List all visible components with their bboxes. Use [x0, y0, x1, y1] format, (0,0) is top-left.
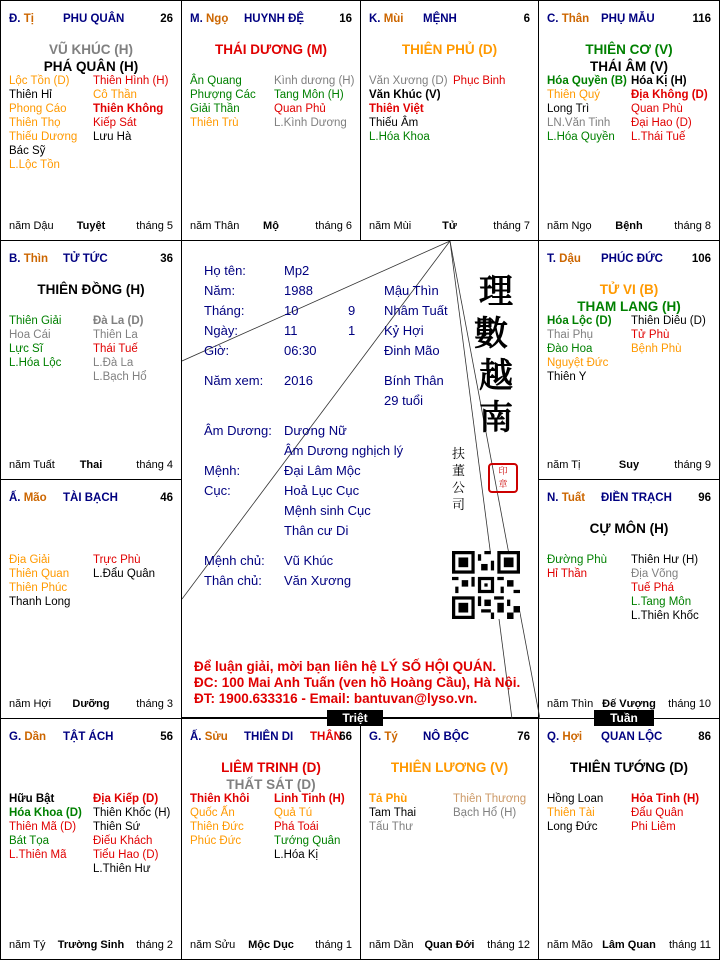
main-stars: [361, 759, 538, 776]
palace-house: NÔ BỘC: [423, 731, 469, 743]
menh-value: Đại Lâm Mộc: [284, 463, 361, 478]
info-row: [204, 341, 448, 361]
menh-chu-label: Mệnh chủ:: [204, 553, 265, 568]
minor-stars-right: [274, 792, 345, 862]
palace-branch: M. Ngọ: [190, 13, 229, 25]
minor-star: Hỉ Thần: [547, 568, 588, 580]
palace-year: năm Ngọ: [547, 220, 592, 232]
minor-star: Hỏa Tinh (H): [631, 793, 700, 805]
minor-stars-left: [547, 314, 612, 384]
minor-star: Tấu Thư: [369, 821, 413, 833]
minor-star: Thiên Phúc: [9, 582, 68, 594]
minor-stars-right: [453, 792, 526, 820]
minor-star: Bệnh Phù: [631, 343, 682, 355]
palace-number: 76: [517, 731, 530, 743]
minor-star: Tả Phù: [369, 793, 408, 805]
menh-label: Mệnh:: [204, 463, 241, 478]
minor-star: Long Đức: [547, 821, 598, 833]
main-star: PHÁ QUÂN (H): [43, 59, 139, 74]
palace-house: PHÚC ĐỨC: [601, 253, 663, 265]
minor-star: Đường Phù: [547, 554, 607, 566]
info-row: [204, 321, 448, 341]
palace-year: năm Tuất: [9, 459, 55, 471]
info-canchi: Đinh Mão: [384, 343, 440, 358]
minor-star: Địa Kiếp (D): [93, 793, 159, 805]
minor-star: Tử Phù: [631, 329, 670, 341]
main-star: THÁI ÂM (V): [590, 59, 668, 74]
minor-star: Cô Thần: [93, 89, 137, 101]
palace-month: tháng 2: [136, 939, 173, 951]
minor-star: Hóa Kị (H): [631, 75, 687, 87]
main-star: CỰ MÔN (H): [589, 521, 669, 536]
minor-star: Hóa Lộc (D): [547, 315, 612, 327]
menh-chu-value: Vũ Khúc: [284, 553, 334, 568]
minor-star: Thiên Quý: [547, 89, 601, 101]
minor-star: Thiên Việt: [369, 103, 424, 115]
palace-stage: Trường Sinh: [57, 939, 125, 951]
contact-line-2: ĐC: 100 Mai Anh Tuấn (ven hồ Hoàng Cầu), Hà Nội.: [194, 675, 521, 690]
than-chu-value: Văn Xương: [284, 573, 352, 588]
minor-star: Hóa Quyền (B): [547, 75, 627, 87]
palace-ngo[interactable]: [181, 0, 361, 241]
minor-star: L.Đẩu Quân: [93, 568, 156, 580]
palace-year: năm Mão: [547, 939, 593, 951]
seal-stamp: 印 章: [488, 463, 518, 493]
tuan-tag: Tuần: [594, 710, 654, 726]
minor-stars-left: [9, 314, 61, 370]
info-label: Ngày:: [204, 323, 238, 338]
palace-year: năm Tý: [9, 939, 46, 951]
main-stars: [539, 41, 719, 75]
palace-house: QUAN LỘC: [601, 731, 663, 743]
minor-star: L.Thiên Khốc: [631, 610, 699, 622]
minor-star: Tang Môn (H): [274, 89, 344, 101]
palace-stage: Lâm Quan: [602, 939, 656, 951]
palace-year: năm Dần: [369, 939, 414, 951]
palace-month: tháng 8: [674, 220, 711, 232]
info-lunar: 1: [348, 323, 356, 338]
main-star: THIÊN PHỦ (D): [401, 42, 498, 57]
palace-number: 66: [339, 731, 352, 743]
minor-stars-left: [190, 792, 249, 848]
palace-month: tháng 3: [136, 698, 173, 710]
palace-stage: Mộ: [263, 220, 279, 232]
minor-star: Địa Không (D): [631, 89, 708, 101]
minor-star: Thiên Hỉ: [9, 89, 52, 101]
minor-star: Bạch Hổ (H): [453, 807, 517, 819]
palace-month: tháng 1: [315, 939, 352, 951]
minor-stars-right: [631, 74, 708, 144]
tuoi: 29 tuổi: [384, 393, 424, 408]
info-label: Tháng:: [204, 303, 245, 318]
palace-stage: Suy: [618, 459, 640, 471]
minor-stars-left: [9, 553, 70, 609]
minor-star: L.Bạch Hổ: [93, 371, 147, 383]
palace-house: TÀI BẠCH: [63, 492, 118, 504]
palace-hoi[interactable]: [538, 718, 720, 960]
minor-star: Thiên La: [93, 329, 138, 341]
minor-star: Văn Khúc (V): [369, 89, 441, 101]
minor-stars-right: [631, 553, 699, 623]
minor-stars-right: [631, 792, 699, 834]
minor-star: Ân Quang: [190, 75, 242, 87]
am-duong-value: Dương Nữ: [284, 423, 347, 438]
palace-dan[interactable]: [0, 718, 182, 960]
minor-star: Thiên Đức: [190, 821, 244, 833]
minor-star: Thiên Y: [547, 371, 587, 383]
info-canchi: Mậu Thìn: [384, 283, 439, 298]
minor-star: Phúc Đức: [190, 835, 242, 847]
main-star: THIÊN TƯỚNG (D): [570, 760, 688, 775]
info-label: Họ tên:: [204, 263, 246, 278]
minor-star: L.Hóa Khoa: [369, 131, 430, 143]
palace-suu[interactable]: [181, 718, 361, 960]
main-stars: [1, 281, 181, 298]
minor-stars-right: [93, 314, 147, 384]
palace-branch: Ấ. Mão: [9, 492, 47, 504]
than-marker: THÂN: [310, 731, 342, 743]
minor-star: L.Thái Tuế: [631, 131, 686, 143]
palace-stage: Dưỡng: [72, 698, 110, 710]
palace-house: TẬT ÁCH: [63, 731, 114, 743]
palace-number: 106: [691, 253, 711, 265]
main-star: THIÊN LƯƠNG (V): [390, 760, 509, 775]
palace-month: tháng 5: [136, 220, 173, 232]
minor-star: Thiên Không: [93, 103, 164, 115]
minor-star: Thiếu Dương: [9, 131, 78, 143]
minor-star: Lưu Hà: [93, 131, 132, 143]
palace-dau[interactable]: [538, 240, 720, 480]
minor-star: Đại Hao (D): [631, 117, 692, 129]
minor-star: Lộc Tồn (D): [9, 75, 70, 87]
minor-star: Quả Tú: [274, 807, 313, 819]
main-stars: [361, 41, 538, 58]
palace-number: 6: [523, 13, 530, 25]
nam-xem-can-chi: Bính Thân: [384, 373, 444, 388]
minor-star: L.Đà La: [93, 357, 134, 369]
minor-star: Thiên Diêu (D): [631, 315, 706, 327]
main-star: THIÊN ĐỒNG (H): [37, 282, 145, 297]
minor-stars-right: [93, 74, 168, 144]
palace-thin[interactable]: [0, 240, 182, 480]
minor-star: Văn Xương (D): [369, 75, 448, 87]
minor-star: Thiên Tài: [547, 807, 595, 819]
minor-star: Thiên Sứ: [93, 821, 141, 833]
minor-star: L.Lộc Tồn: [9, 159, 60, 171]
info-row: [204, 281, 448, 301]
minor-star: Địa Võng: [631, 568, 679, 580]
main-stars: [182, 41, 360, 58]
minor-star: Quan Phù: [631, 103, 683, 115]
minor-star: Thiên Hình (H): [93, 75, 169, 87]
than-chu-label: Thân chủ:: [204, 573, 262, 588]
minor-star: Bát Tọa: [9, 835, 50, 847]
palace-month: tháng 10: [668, 698, 711, 710]
main-star: THIÊN CƠ (V): [585, 42, 673, 57]
minor-star: Đào Hoa: [547, 343, 593, 355]
palace-month: tháng 6: [315, 220, 352, 232]
minor-stars-left: [547, 74, 627, 144]
palace-number: 56: [160, 731, 173, 743]
minor-star: Nguyệt Đức: [547, 357, 609, 369]
main-stars: [539, 759, 719, 776]
minor-star: Phong Cáo: [9, 103, 67, 115]
minor-stars-right: [631, 314, 706, 356]
minor-star: Đẩu Quân: [631, 807, 684, 819]
minor-star: L.Kình Dương: [274, 117, 347, 129]
palace-month: tháng 11: [668, 939, 711, 951]
minor-star: Tiểu Hao (D): [93, 849, 159, 861]
main-star: LIÊM TRINH (D): [221, 760, 321, 775]
palace-month: tháng 9: [674, 459, 711, 471]
main-star: THAM LANG (H): [577, 299, 681, 314]
info-solar: 10: [284, 303, 299, 318]
info-solar: Mp2: [284, 263, 310, 278]
minor-star: Thiên Thọ: [9, 117, 61, 129]
info-label: Năm:: [204, 283, 236, 298]
minor-star: Thai Phụ: [547, 329, 594, 341]
palace-house: ĐIỀN TRẠCH: [601, 492, 672, 504]
palace-month: tháng 12: [487, 939, 530, 951]
palace-branch: Đ. Tị: [9, 13, 34, 25]
minor-star: Địa Giải: [9, 554, 50, 566]
calligraphy-logo: 理 數 越 南: [474, 272, 513, 438]
qr-code-icon[interactable]: [452, 551, 520, 619]
info-lunar: 9: [348, 303, 356, 318]
cuc-value: Hoả Lục Cục: [284, 483, 360, 498]
main-stars: [539, 520, 719, 537]
cuc-label: Cục:: [204, 483, 231, 498]
minor-star: Quan Phủ: [274, 103, 326, 115]
minor-star: Tam Thai: [369, 807, 417, 819]
logo-subtext: 扶 董 公 司: [452, 447, 466, 513]
minor-star: LN.Văn Tinh: [547, 117, 611, 129]
palace-year: năm Thân: [190, 220, 240, 232]
minor-star: Hoa Cái: [9, 329, 51, 341]
palace-year: năm Dậu: [9, 220, 54, 232]
palace-number: 96: [698, 492, 711, 504]
minor-star: Linh Tinh (H): [274, 793, 345, 805]
contact-line-1: Để luận giải, mời bạn liên hệ LÝ SỐ HỘI QUÁN.: [194, 659, 497, 674]
nam-xem-value: 2016: [284, 373, 313, 388]
minor-star: Long Trì: [547, 103, 590, 115]
minor-star: Hữu Bật: [9, 793, 55, 805]
palace-stage: Đế Vượng: [602, 698, 656, 710]
minor-star: Phượng Các: [190, 89, 256, 101]
palace-house: THIÊN DI: [244, 731, 294, 743]
minor-star: Thiên Giải: [9, 315, 62, 327]
info-row: [204, 261, 448, 281]
info-label: Giờ:: [204, 343, 230, 358]
palace-branch: B. Thìn: [9, 253, 48, 265]
palace-branch: G. Dần: [9, 731, 47, 743]
minor-star: Thiếu Âm: [369, 117, 419, 129]
palace-house: TỬ TỨC: [63, 253, 108, 265]
palace-tuat[interactable]: [538, 479, 720, 719]
palace-branch: Q. Hợi: [547, 731, 583, 743]
main-star: THÁI DƯƠNG (M): [215, 42, 327, 57]
contact-block: [194, 659, 520, 707]
main-stars: [539, 281, 719, 315]
minor-star: Thiên Mã (D): [9, 821, 77, 833]
triet-tag: Triệt: [327, 710, 383, 726]
minor-stars-right: [93, 792, 170, 876]
minor-star: Phi Liêm: [631, 821, 676, 833]
palace-month: tháng 4: [136, 459, 173, 471]
minor-star: Phục Binh: [453, 75, 506, 87]
palace-than[interactable]: [538, 0, 720, 241]
palace-branch: G. Tý: [369, 731, 398, 743]
palace-stage: Tử: [442, 220, 457, 232]
info-solar: 11: [284, 323, 298, 338]
minor-star: Thiên Trù: [190, 117, 239, 129]
minor-star: L.Thiên Hư: [93, 863, 151, 875]
info-canchi: Nhâm Tuất: [384, 303, 448, 318]
minor-star: Tuế Phá: [631, 582, 675, 594]
info-canchi: Kỷ Hợi: [384, 323, 424, 338]
palace-year: năm Tị: [547, 459, 581, 471]
info-solar: 1988: [284, 283, 313, 298]
minor-stars-left: [9, 792, 82, 862]
minor-star: Giải Thần: [190, 103, 240, 115]
minor-star: Thiên Thương: [453, 793, 527, 805]
minor-star: Thiên Quan: [9, 568, 70, 580]
palace-ti[interactable]: [0, 0, 182, 241]
palace-branch: N. Tuất: [547, 492, 586, 504]
minor-stars-left: [547, 792, 603, 834]
palace-number: 26: [160, 13, 173, 25]
minor-stars-right: [453, 74, 505, 88]
palace-branch: Ấ. Sửu: [190, 731, 228, 743]
palace-branch: K. Mùi: [369, 13, 404, 25]
minor-star: Hóa Khoa (D): [9, 807, 82, 819]
minor-star: Hồng Loan: [547, 793, 604, 805]
nam-xem-label: Năm xem:: [204, 373, 264, 388]
minor-star: Thiên Khốc (H): [93, 807, 171, 819]
palace-branch: C. Thân: [547, 13, 590, 25]
minor-star: Thiên Hư (H): [631, 554, 699, 566]
palace-year: năm Mùi: [369, 220, 412, 232]
minor-star: Tướng Quân: [274, 835, 341, 847]
minor-star: L.Tang Môn: [631, 596, 692, 608]
palace-stage: Mộc Dục: [248, 939, 294, 951]
minor-star: L.Hóa Lộc: [9, 357, 62, 369]
minor-star: L.Thiên Mã: [9, 849, 67, 861]
minor-stars-right: [274, 74, 354, 130]
minor-star: L.Hóa Quyền: [547, 131, 615, 143]
palace-month: tháng 7: [493, 220, 530, 232]
palace-year: năm Thìn: [547, 698, 594, 710]
am-duong-label: Âm Dương:: [204, 423, 272, 438]
cuc-note-1: Mệnh sinh Cục: [284, 503, 371, 518]
palace-house: PHU QUÂN: [63, 13, 125, 25]
palace-stage: Bệnh: [615, 220, 643, 232]
palace-number: 36: [160, 253, 173, 265]
minor-stars-left: [190, 74, 256, 130]
palace-mao[interactable]: [0, 479, 182, 719]
palace-number: 16: [339, 13, 352, 25]
minor-star: Kình dương (H): [274, 75, 355, 87]
main-star: THẤT SÁT (D): [226, 777, 316, 792]
minor-stars-right: [93, 553, 155, 581]
cuc-note-2: Thân cư Di: [284, 523, 349, 538]
palace-mui[interactable]: [360, 0, 539, 241]
minor-stars-left: [547, 553, 607, 581]
main-stars: [1, 41, 181, 75]
palace-stage: Thai: [79, 459, 103, 471]
palace-house: HUYNH ĐỆ: [244, 13, 305, 25]
main-stars: [182, 759, 360, 793]
palace-house: PHỤ MẪU: [601, 13, 655, 25]
minor-star: Quốc Ấn: [190, 807, 235, 819]
info-row: [204, 301, 448, 321]
palace-number: 46: [160, 492, 173, 504]
minor-star: Thái Tuế: [93, 343, 138, 355]
main-star: VŨ KHÚC (H): [49, 42, 133, 57]
contact-line-3: ĐT: 1900.633316 - Email: bantuvan@lyso.vn.: [194, 691, 478, 706]
palace-year: năm Sửu: [190, 939, 236, 951]
main-star: TỬ VI (B): [599, 282, 659, 297]
palace-house: MỆNH: [423, 13, 457, 25]
palace-stage: Tuyệt: [76, 220, 106, 232]
minor-star: Lực Sĩ: [9, 343, 43, 355]
minor-star: L.Hóa Kị: [274, 849, 319, 861]
minor-star: Phá Toái: [274, 821, 319, 833]
minor-star: Đà La (D): [93, 315, 144, 327]
minor-star: Kiếp Sát: [93, 117, 137, 129]
am-duong-note: Âm Dương nghịch lý: [284, 443, 404, 458]
palace-number: 116: [692, 13, 711, 25]
center-info-panel: [181, 240, 539, 718]
minor-star: Thanh Long: [9, 596, 71, 608]
minor-star: Trực Phù: [93, 554, 141, 566]
palace-year: năm Hợi: [9, 698, 52, 710]
palace-ty[interactable]: [360, 718, 539, 960]
minor-stars-left: [369, 792, 416, 834]
minor-stars-left: [369, 74, 448, 144]
minor-star: Điếu Khách: [93, 835, 153, 847]
minor-star: Bác Sỹ: [9, 145, 46, 157]
palace-stage: Quan Đới: [424, 939, 475, 951]
minor-star: Thiên Khôi: [190, 793, 250, 805]
info-solar: 06:30: [284, 343, 317, 358]
palace-number: 86: [698, 731, 711, 743]
palace-branch: T. Dậu: [547, 253, 581, 265]
minor-stars-left: [9, 74, 77, 172]
